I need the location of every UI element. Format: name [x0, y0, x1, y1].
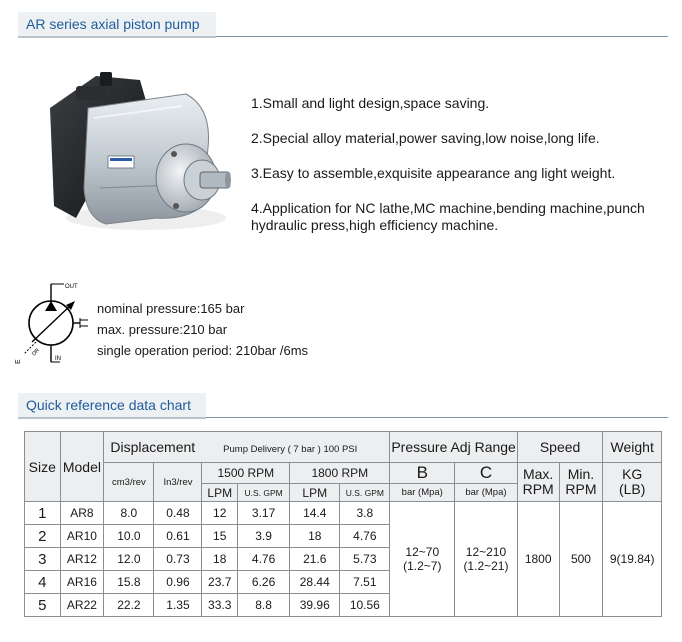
header-model: Model — [60, 432, 104, 502]
header-size: Size — [25, 432, 61, 502]
cell-min-rpm: 500 — [559, 502, 603, 617]
feature-list — [251, 95, 676, 252]
single-operation-period: single operation period: 210bar /6ms — [97, 343, 309, 358]
symbol-e-label: E — [15, 359, 22, 364]
header-pump-delivery: Pump Delivery ( 7 bar ) 100 PSI — [223, 444, 358, 455]
feature-item: 4.Application for NC lathe,MC machine,bending machine,punch hydraulic press,high efficiency machine. — [251, 200, 645, 233]
cell-cm3: 8.0 — [104, 502, 154, 525]
header-displacement — [104, 432, 390, 463]
table-header-row — [25, 463, 662, 484]
cell-in3: 0.48 — [154, 502, 202, 525]
section-header-ar-series — [18, 12, 668, 38]
header-in3-rev: In3/rev — [154, 463, 202, 502]
cell-model: AR8 — [60, 502, 104, 525]
feature-item: 3.Easy to assemble,exquisite appearance ang light weight. — [251, 165, 616, 181]
cell-gpm-1800: 7.51 — [340, 571, 390, 594]
section-rule — [216, 36, 668, 37]
cell-b-range — [390, 502, 455, 617]
cell-lpm-1800: 18 — [290, 525, 340, 548]
cell-weight: 9(19.84) — [603, 502, 662, 617]
symbol-out-label: OUT — [65, 284, 78, 290]
header-lpm: LPM — [290, 484, 340, 502]
cell-size: 2 — [25, 525, 61, 548]
header-1800-rpm: 1800 RPM — [290, 463, 390, 484]
cell-size: 4 — [25, 571, 61, 594]
header-1500-rpm: 1500 RPM — [202, 463, 290, 484]
cell-lpm-1500: 33.3 — [202, 594, 238, 617]
cell-size: 3 — [25, 548, 61, 571]
cell-model: AR16 — [60, 571, 104, 594]
cell-model: AR12 — [60, 548, 104, 571]
header-kg: KG — [622, 466, 643, 482]
header-kg-lb — [603, 463, 662, 502]
cell-cm3: 15.8 — [104, 571, 154, 594]
pump-image — [36, 68, 232, 238]
cell-lpm-1500: 18 — [202, 548, 238, 571]
quick-reference-table — [24, 431, 662, 617]
header-b: B — [390, 463, 455, 484]
cell-cm3: 10.0 — [104, 525, 154, 548]
cell-gpm-1500: 3.9 — [237, 525, 289, 548]
cell-size: 5 — [25, 594, 61, 617]
cell-lpm-1500: 15 — [202, 525, 238, 548]
cell-gpm-1500: 8.8 — [237, 594, 289, 617]
cell-cm3: 22.2 — [104, 594, 154, 617]
cell-lpm-1800: 14.4 — [290, 502, 340, 525]
header-lpm: LPM — [202, 484, 238, 502]
max-pressure: max. pressure:210 bar — [97, 322, 228, 337]
symbol-in-label: IN — [55, 356, 61, 362]
cell-size: 1 — [25, 502, 61, 525]
cell-gpm-1800: 5.73 — [340, 548, 390, 571]
nominal-pressure: nominal pressure:165 bar — [97, 301, 245, 316]
section-rule — [206, 417, 668, 418]
cell-in3: 0.96 — [154, 571, 202, 594]
header-max-rpm: Max. RPM — [517, 463, 559, 502]
symbol-dr-label: DR — [31, 347, 42, 358]
cell-gpm-1500: 6.26 — [237, 571, 289, 594]
header-us-gpm: U.S. GPM — [237, 484, 289, 502]
cell-gpm-1800: 10.56 — [340, 594, 390, 617]
cell-gpm-1500: 3.17 — [237, 502, 289, 525]
header-min-rpm: Min. RPM — [559, 463, 603, 502]
cell-max-rpm: 1800 — [517, 502, 559, 617]
cell-in3: 0.73 — [154, 548, 202, 571]
header-cm3-rev: cm3/rev — [104, 463, 154, 502]
hydraulic-pump-symbol-icon — [14, 280, 94, 365]
pressure-specs — [97, 298, 308, 361]
section-header-quick-reference — [18, 393, 668, 419]
header-bar-mpa-b: bar (Mpa) — [390, 484, 455, 502]
cell-lpm-1800: 39.96 — [290, 594, 340, 617]
cell-lpm-1800: 21.6 — [290, 548, 340, 571]
b-range-bar: 12~70 — [405, 545, 440, 559]
header-weight: Weight — [603, 432, 662, 463]
cell-gpm-1800: 3.8 — [340, 502, 390, 525]
c-range-mpa: (1.2~21) — [463, 559, 509, 573]
table-row — [25, 502, 662, 525]
header-pressure-adj-range: Pressure Adj Range — [390, 432, 517, 463]
header-lb: (LB) — [618, 481, 646, 497]
cell-gpm-1800: 4.76 — [340, 525, 390, 548]
header-displacement-label: Displacement — [110, 439, 196, 455]
cell-model: AR22 — [60, 594, 104, 617]
feature-item: 1.Small and light design,space saving. — [251, 95, 490, 111]
table-header-row — [25, 432, 662, 463]
cell-model: AR10 — [60, 525, 104, 548]
header-bar-mpa-c: bar (Mpa) — [455, 484, 518, 502]
header-us-gpm: U.S. GPM — [340, 484, 390, 502]
cell-gpm-1500: 4.76 — [237, 548, 289, 571]
header-c: C — [455, 463, 518, 484]
cell-lpm-1500: 12 — [202, 502, 238, 525]
cell-in3: 1.35 — [154, 594, 202, 617]
cell-c-range — [455, 502, 518, 617]
c-range-bar: 12~210 — [465, 545, 507, 559]
header-speed: Speed — [517, 432, 603, 463]
cell-cm3: 12.0 — [104, 548, 154, 571]
section-title: AR series axial piston pump — [26, 16, 200, 32]
cell-lpm-1500: 23.7 — [202, 571, 238, 594]
b-range-mpa: (1.2~7) — [403, 559, 442, 573]
section-title: Quick reference data chart — [26, 397, 191, 413]
cell-in3: 0.61 — [154, 525, 202, 548]
cell-lpm-1800: 28.44 — [290, 571, 340, 594]
feature-item: 2.Special alloy material,power saving,low noise,long life. — [251, 130, 600, 146]
